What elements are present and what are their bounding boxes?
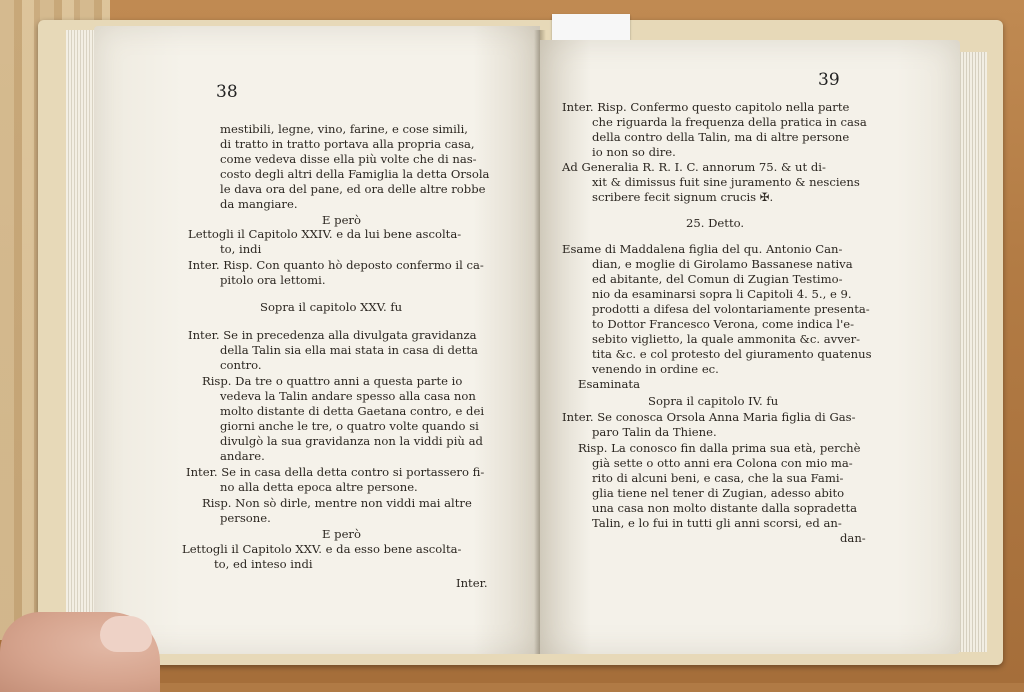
right-line-21: Risp. La conosco fin dalla prima sua età, perchè xyxy=(578,441,861,455)
left-line-14: contro. xyxy=(220,358,262,372)
left-line-22: no alla detta epoca altre persone. xyxy=(220,480,418,494)
right-line-13: to Dottor Francesco Verona, come indica l'e- xyxy=(592,317,855,331)
right-line-4: Ad Generalia R. R. I. C. annorum 75. & ut di- xyxy=(562,160,826,174)
left-line-0: mestibili, legne, vino, farine, e cose simili, xyxy=(220,122,468,136)
left-line-17: molto distante di detta Gaetana contro, e dei xyxy=(220,404,485,418)
left-line-9: Inter. Risp. Con quanto hò deposto confermo il ca- xyxy=(188,258,484,272)
left-line-2: come vedeva disse ella più volte che di nas- xyxy=(220,152,477,166)
left-line-7: Lettogli il Capitolo XXIV. e da lui bene ascolta- xyxy=(188,227,462,241)
left-page xyxy=(94,26,540,654)
left-line-28: Inter. xyxy=(456,576,488,590)
left-line-21: Inter. Se in casa della detta contro si portassero fi- xyxy=(186,465,485,479)
left-line-16: vedeva la Talin andare spesso alla casa non xyxy=(220,389,476,403)
right-line-23: rito di alcuni beni, e casa, che la sua Fami- xyxy=(592,471,844,485)
right-line-5: xit & dimissus fuit sine juramento & nesciens xyxy=(592,175,860,189)
page-number-left: 38 xyxy=(216,82,238,102)
left-line-20: andare. xyxy=(220,449,265,463)
right-line-11: nio da esaminarsi sopra li Capitoli 4. 5., e 9. xyxy=(592,287,852,301)
left-line-8: to, indi xyxy=(220,242,262,256)
left-line-11: Sopra il capitolo XXV. fu xyxy=(260,300,403,314)
right-line-20: paro Talin da Thiene. xyxy=(592,425,717,439)
left-line-15: Risp. Da tre o quattro anni a questa parte io xyxy=(202,374,463,388)
left-line-6: E però xyxy=(322,213,361,227)
right-line-0: Inter. Risp. Confermo questo capitolo nella parte xyxy=(562,100,850,114)
left-line-3: costo degli altri della Famiglia la detta Orsola xyxy=(220,167,490,181)
right-line-22: già sette o otto anni era Colona con mio ma- xyxy=(592,456,853,470)
right-page xyxy=(540,40,960,654)
right-line-1: che riguarda la frequenza della pratica in casa xyxy=(592,115,867,129)
left-page-edges xyxy=(66,30,96,650)
right-line-12: prodotti a difesa del volontariamente presenta- xyxy=(592,302,870,316)
right-line-15: tita &c. e col protesto del giuramento quatenus xyxy=(592,347,872,361)
left-line-1: di tratto in tratto portava alla propria casa, xyxy=(220,137,475,151)
left-line-27: to, ed inteso indi xyxy=(214,557,313,571)
right-line-10: ed abitante, del Comun di Zugian Testimo- xyxy=(592,272,843,286)
paper-bookmark xyxy=(552,14,630,40)
right-line-8: Esame di Maddalena figlia del qu. Antonio Can- xyxy=(562,242,843,256)
right-line-24: glia tiene nel tener di Zugian, adesso abito xyxy=(592,486,845,500)
left-line-13: della Talin sia ella mai stata in casa di detta xyxy=(220,343,478,357)
left-line-5: da mangiare. xyxy=(220,197,298,211)
right-line-25: una casa non molto distante dalla sopradetta xyxy=(592,501,858,515)
right-line-2: della contro della Talin, ma di altre persone xyxy=(592,130,850,144)
right-line-18: Sopra il capitolo IV. fu xyxy=(648,394,779,408)
right-line-14: sebito viglietto, la quale ammonita &c. avver- xyxy=(592,332,861,346)
thumbnail-nail xyxy=(100,616,152,652)
left-line-19: divulgò la sua gravidanza non la viddi più ad xyxy=(220,434,483,448)
right-line-19: Inter. Se conosca Orsola Anna Maria figlia di Gas- xyxy=(562,410,856,424)
right-line-26: Talin, e lo fui in tutti gli anni scorsi, ed an- xyxy=(592,516,842,530)
left-line-26: Lettogli il Capitolo XXV. e da esso bene ascolta- xyxy=(182,542,462,556)
right-line-7: 25. Detto. xyxy=(686,216,745,230)
right-line-3: io non so dire. xyxy=(592,145,676,159)
left-line-23: Risp. Non sò dirle, mentre non viddi mai altre xyxy=(202,496,472,510)
right-line-16: venendo in ordine ec. xyxy=(592,362,719,376)
left-line-10: pitolo ora lettomi. xyxy=(220,273,326,287)
left-line-25: E però xyxy=(322,527,361,541)
page-number-right: 39 xyxy=(818,70,840,90)
right-line-6: scribere fecit signum crucis ✠. xyxy=(592,190,774,204)
left-line-18: giorni anche le tre, o quatro volte quando si xyxy=(220,419,479,433)
left-line-24: persone. xyxy=(220,511,271,525)
right-line-17: Esaminata xyxy=(578,377,640,391)
right-line-27: dan- xyxy=(840,531,866,545)
left-line-12: Inter. Se in precedenza alla divulgata gravidanza xyxy=(188,328,477,342)
right-line-9: dian, e moglie di Girolamo Bassanese nativa xyxy=(592,257,853,271)
left-line-4: le dava ora del pane, ed ora delle altre robbe xyxy=(220,182,486,196)
